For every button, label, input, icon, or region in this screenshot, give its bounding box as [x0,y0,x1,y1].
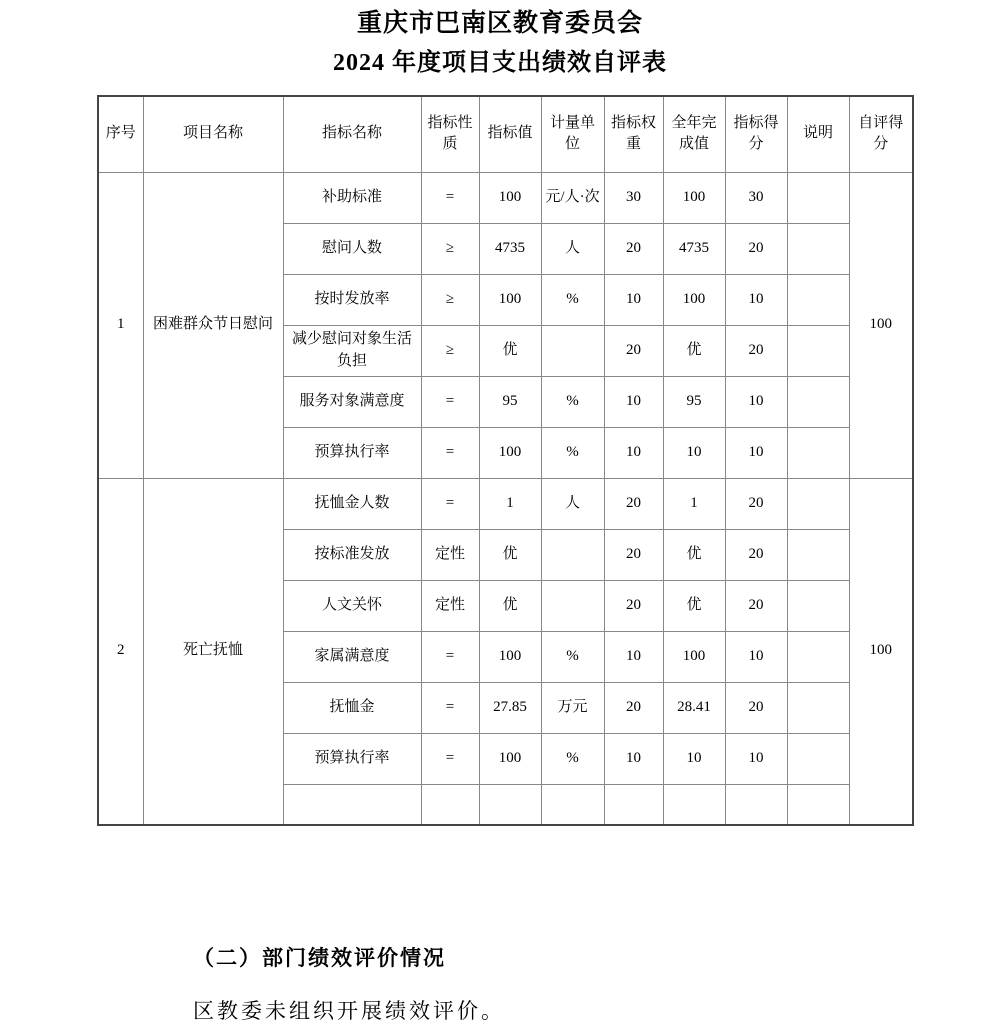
indicator-weight-cell: 30 [604,172,663,223]
indicator-name-cell: 预算执行率 [283,733,421,784]
indicator-nature-cell: = [421,427,479,478]
indicator-row [98,172,913,223]
annual-completion-cell: 4735 [663,223,725,274]
indicator-weight-cell: 20 [604,580,663,631]
indicator-nature-cell: = [421,682,479,733]
indicator-name-cell: 抚恤金人数 [283,478,421,529]
document-title-line1: 重庆市巴南区教育委员会 [356,10,643,37]
indicator-score-cell: 20 [725,478,787,529]
indicator-score-cell: 20 [725,325,787,376]
indicator-score-cell: 10 [725,733,787,784]
indicator-weight-cell [604,784,663,825]
note-cell [787,478,849,529]
indicator-weight-cell: 20 [604,529,663,580]
document-title-block [0,0,1000,80]
measure-unit-cell: 元/人·次 [541,172,604,223]
document-title-line2: 2024 年度项目支出绩效自评表 [333,49,667,76]
annual-completion-cell [663,784,725,825]
indicator-score-cell: 10 [725,274,787,325]
note-cell [787,784,849,825]
seq-cell: 2 [98,478,143,825]
indicator-nature-cell: 定性 [421,580,479,631]
indicator-weight-cell: 10 [604,733,663,784]
indicator-nature-cell: = [421,733,479,784]
note-cell [787,172,849,223]
annual-completion-cell: 优 [663,529,725,580]
annual-completion-cell: 100 [663,274,725,325]
annual-completion-cell: 1 [663,478,725,529]
note-cell [787,427,849,478]
indicator-score-cell: 20 [725,529,787,580]
indicator-name-cell: 慰问人数 [283,223,421,274]
indicator-name-cell: 家属满意度 [283,631,421,682]
note-cell [787,529,849,580]
section-body-text: 区教委未组织开展绩效评价。 [193,999,505,1023]
indicator-weight-cell: 20 [604,223,663,274]
indicator-name-cell: 减少慰问对象生活负担 [283,325,421,376]
measure-unit-cell: % [541,376,604,427]
indicator-nature-cell: = [421,172,479,223]
project-name-cell: 死亡抚恤 [143,478,283,825]
measure-unit-cell [541,580,604,631]
indicator-value-cell [479,784,541,825]
measure-unit-cell: 万元 [541,682,604,733]
header-annual-completion: 全年完成值 [663,96,725,172]
measure-unit-cell: % [541,733,604,784]
indicator-nature-cell [421,784,479,825]
indicator-nature-cell: = [421,478,479,529]
indicator-nature-cell: 定性 [421,529,479,580]
indicator-value-cell: 27.85 [479,682,541,733]
measure-unit-cell [541,784,604,825]
indicator-name-cell [283,784,421,825]
indicator-weight-cell: 20 [604,325,663,376]
indicator-value-cell: 4735 [479,223,541,274]
indicator-name-cell: 抚恤金 [283,682,421,733]
indicator-score-cell: 20 [725,682,787,733]
indicator-row [98,478,913,529]
note-cell [787,631,849,682]
indicator-nature-cell: = [421,631,479,682]
indicator-name-cell: 补助标准 [283,172,421,223]
header-indicator-weight: 指标权重 [604,96,663,172]
indicator-name-cell: 按时发放率 [283,274,421,325]
indicator-value-cell: 优 [479,325,541,376]
indicator-name-cell: 预算执行率 [283,427,421,478]
indicator-score-cell: 10 [725,631,787,682]
annual-completion-cell: 优 [663,325,725,376]
self-evaluation-table [97,95,914,826]
indicator-weight-cell: 10 [604,274,663,325]
indicator-weight-cell: 20 [604,682,663,733]
header-indicator-nature: 指标性质 [421,96,479,172]
indicator-name-cell: 按标准发放 [283,529,421,580]
measure-unit-cell [541,325,604,376]
indicator-value-cell: 优 [479,580,541,631]
indicator-name-cell: 服务对象满意度 [283,376,421,427]
note-cell [787,325,849,376]
header-indicator-score: 指标得分 [725,96,787,172]
note-cell [787,580,849,631]
indicator-value-cell: 100 [479,631,541,682]
indicator-score-cell: 10 [725,376,787,427]
table-header-row [98,96,913,172]
indicator-weight-cell: 20 [604,478,663,529]
project-name-cell: 困难群众节日慰问 [143,172,283,478]
header-note: 说明 [787,96,849,172]
indicator-value-cell: 100 [479,427,541,478]
self-score-cell: 100 [849,478,913,825]
measure-unit-cell: % [541,274,604,325]
measure-unit-cell: % [541,427,604,478]
note-cell [787,733,849,784]
self-score-cell: 100 [849,172,913,478]
indicator-weight-cell: 10 [604,427,663,478]
indicator-nature-cell: = [421,376,479,427]
measure-unit-cell: 人 [541,223,604,274]
indicator-score-cell: 20 [725,580,787,631]
indicator-score-cell: 30 [725,172,787,223]
indicator-weight-cell: 10 [604,376,663,427]
indicator-value-cell: 100 [479,274,541,325]
annual-completion-cell: 100 [663,631,725,682]
annual-completion-cell: 10 [663,427,725,478]
note-cell [787,274,849,325]
indicator-value-cell: 100 [479,172,541,223]
header-measure-unit: 计量单位 [541,96,604,172]
header-indicator-name: 指标名称 [283,96,421,172]
indicator-value-cell: 95 [479,376,541,427]
annual-completion-cell: 95 [663,376,725,427]
indicator-nature-cell: ≥ [421,325,479,376]
header-project-name: 项目名称 [143,96,283,172]
indicator-score-cell: 20 [725,223,787,274]
measure-unit-cell [541,529,604,580]
annual-completion-cell: 28.41 [663,682,725,733]
annual-completion-cell: 优 [663,580,725,631]
seq-cell: 1 [98,172,143,478]
note-cell [787,223,849,274]
note-cell [787,682,849,733]
indicator-value-cell: 1 [479,478,541,529]
indicator-name-cell: 人文关怀 [283,580,421,631]
header-seq: 序号 [98,96,143,172]
section-heading: （二）部门绩效评价情况 [193,946,446,970]
indicator-weight-cell: 10 [604,631,663,682]
annual-completion-cell: 10 [663,733,725,784]
header-self-score: 自评得分 [849,96,913,172]
header-indicator-value: 指标值 [479,96,541,172]
indicator-score-cell: 10 [725,427,787,478]
measure-unit-cell: % [541,631,604,682]
measure-unit-cell: 人 [541,478,604,529]
indicator-nature-cell: ≥ [421,274,479,325]
indicator-value-cell: 优 [479,529,541,580]
indicator-nature-cell: ≥ [421,223,479,274]
indicator-value-cell: 100 [479,733,541,784]
annual-completion-cell: 100 [663,172,725,223]
indicator-score-cell [725,784,787,825]
note-cell [787,376,849,427]
